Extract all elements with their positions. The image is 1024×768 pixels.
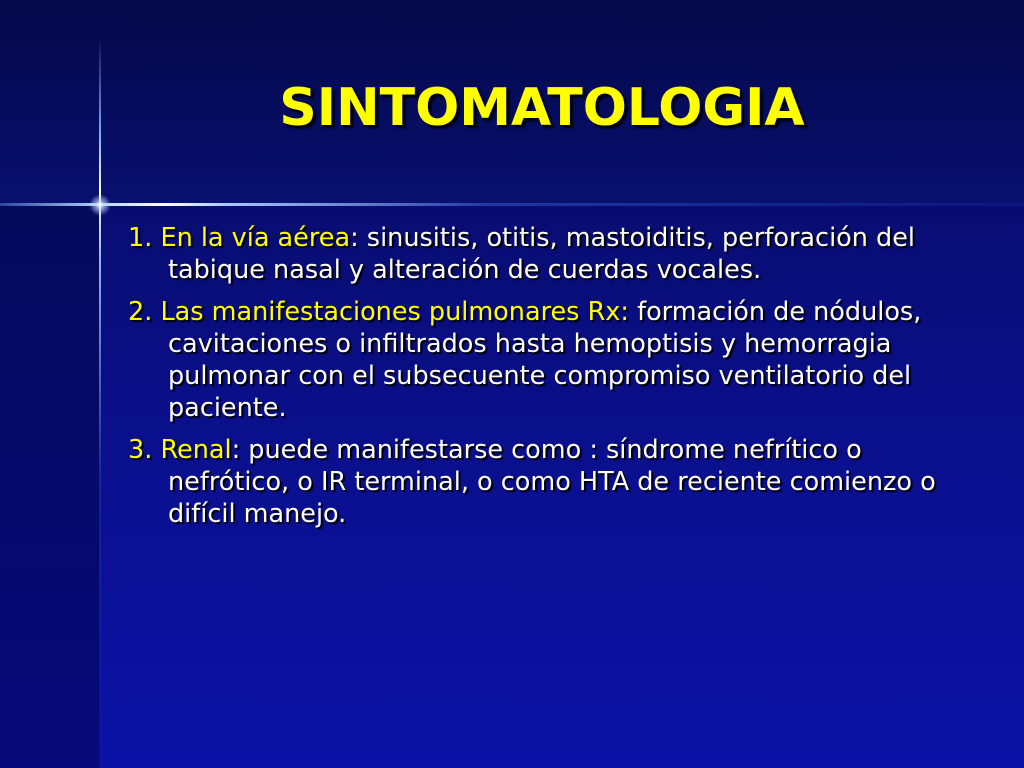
item-text: formación de nódulos, cavitaciones o infiltrados hasta hemoptisis y hemorragia pulmonar con el subsecuente compromiso ventilatorio del paciente. xyxy=(168,297,922,423)
item-number: 3. xyxy=(128,435,153,465)
item-number: 1. xyxy=(128,223,153,253)
left-band xyxy=(0,205,100,768)
list-item xyxy=(128,434,958,530)
item-text: : sinusitis, otitis, mastoiditis, perforación del tabique nasal y alteración de cuerdas vocales. xyxy=(168,223,915,285)
list-item xyxy=(128,222,958,286)
horizontal-glow-line xyxy=(0,203,1024,206)
item-number: 2. xyxy=(128,297,153,327)
symptom-list xyxy=(128,222,958,540)
vertical-glow-line xyxy=(99,40,101,768)
item-lead: Renal xyxy=(160,435,232,465)
item-lead: Las manifestaciones pulmonares Rx: xyxy=(160,297,629,327)
item-lead: En la vía aérea xyxy=(160,223,351,253)
light-flare-icon xyxy=(89,194,111,216)
list-item xyxy=(128,296,958,424)
slide-title: SINTOMATOLOGIA xyxy=(279,78,805,138)
item-text: : puede manifestarse como : síndrome nefrítico o nefrótico, o IR terminal, o como HTA de reciente comienzo o difícil manejo. xyxy=(168,435,936,529)
